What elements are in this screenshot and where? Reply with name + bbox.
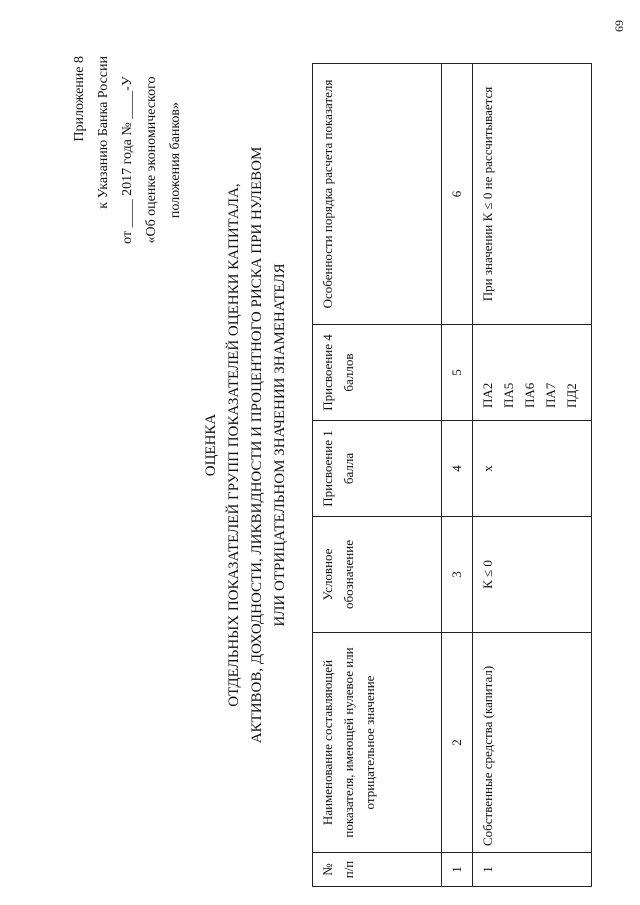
page-number: 69	[612, 20, 626, 32]
title-line: ИЛИ ОТРИЦАТЕЛЬНОМ ЗНАЧЕНИИ ЗНАМЕНАТЕЛЯ	[272, 263, 288, 627]
column-number: 4	[442, 421, 473, 517]
row-one-point: х	[473, 421, 592, 517]
row-number: 1	[473, 853, 592, 887]
indicator-code: ПА6	[522, 382, 537, 408]
column-number: 3	[442, 517, 473, 633]
indicator-code: ПД2	[564, 383, 579, 408]
document-title	[200, 75, 292, 815]
column-number: 2	[442, 633, 473, 853]
table-row	[473, 64, 592, 887]
table-header-row	[313, 64, 442, 887]
column-number: 6	[442, 64, 473, 325]
column-number: 1	[442, 853, 473, 887]
indicator-code: ПА2	[480, 382, 495, 408]
appendix-line: «Об оценке экономического	[144, 76, 159, 244]
appendix-line: от ____ 2017 года № ____-У	[120, 76, 135, 244]
header-cell-name: Наименование составляющей показателя, имеющей нулевое или отрицательное значение	[313, 633, 442, 853]
title-line: ОЦЕНКА	[203, 413, 219, 477]
indicator-code: ПА7	[543, 382, 558, 408]
header-cell-number: № п/п	[313, 853, 442, 887]
appendix-line: Приложение 8	[72, 56, 87, 142]
header-cell-one-point: Присвоение 1 балла	[313, 421, 442, 517]
row-symbol: К ≤ 0	[473, 517, 592, 633]
indicator-code: ПА5	[501, 382, 516, 408]
title-line: АКТИВОВ, ДОХОДНОСТИ, ЛИКВИДНОСТИ И ПРОЦЕНТНОГО РИСКА ПРИ НУЛЕВОМ	[249, 146, 265, 744]
header-cell-feature: Особенности порядка расчета показателя	[313, 64, 442, 325]
appendix-block	[68, 40, 188, 280]
column-number-row	[442, 64, 473, 887]
row-feature: При значении К ≤ 0 не рассчитывается	[473, 64, 592, 325]
indicator-table	[312, 63, 592, 887]
row-name: Собственные средства (капитал)	[473, 633, 592, 853]
title-line: ОТДЕЛЬНЫХ ПОКАЗАТЕЛЕЙ ГРУПП ПОКАЗАТЕЛЕЙ ОЦЕНКИ КАПИТАЛА,	[226, 183, 242, 707]
appendix-line: положения банков»	[168, 101, 183, 219]
row-four-points	[473, 325, 592, 421]
header-cell-four-points: Присвоение 4 баллов	[313, 325, 442, 421]
appendix-line: к Указанию Банка России	[96, 56, 111, 209]
column-number: 5	[442, 325, 473, 421]
header-cell-symbol: Условное обозначение	[313, 517, 442, 633]
